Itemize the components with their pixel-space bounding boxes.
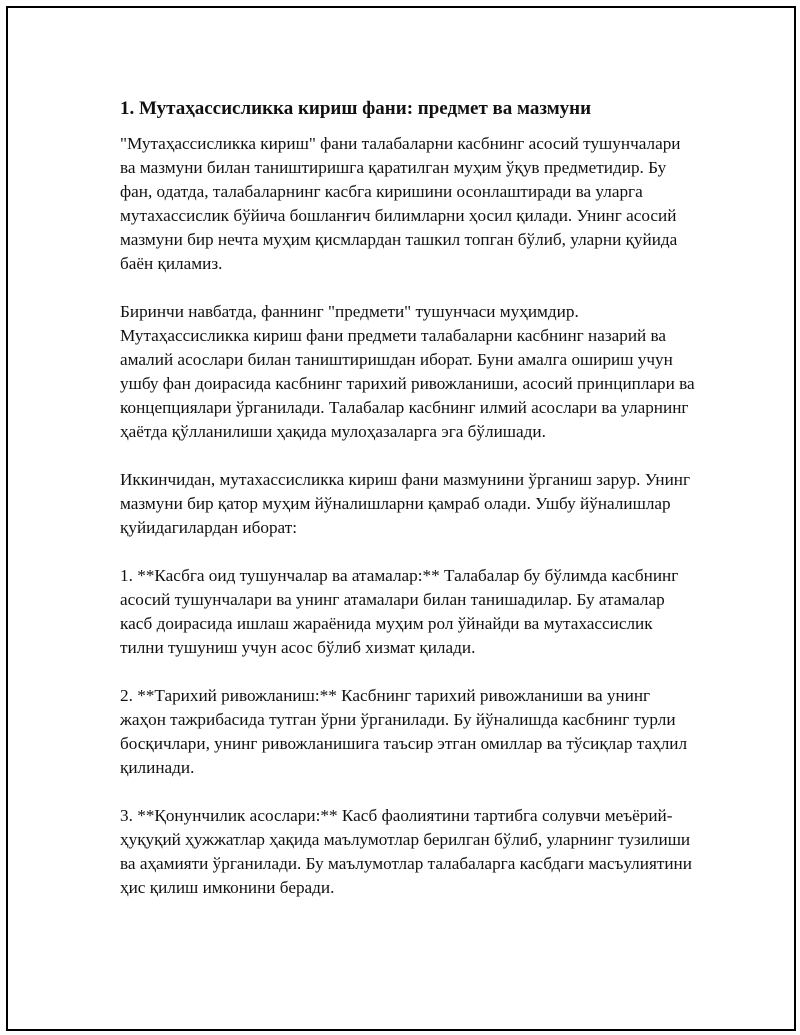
document-body bbox=[120, 96, 700, 924]
paragraph-subject: Биринчи навбатда, фаннинг "предмети" тушунчаси муҳимдир. Мутаҳассисликка кириш фани предмети талабаларни касбнинг назарий ва амалий асослари билан таништиришдан иборат. Буни амалга ошириш учун ушбу фан доирасида касбнинг тарихий ривожланиши, асосий принциплари ва концепциялари ўрганилади. Талабалар касбнинг илмий асослари ва уларнинг ҳаётда қўлланилиши ҳақида мулоҳазаларга эга бўлишади. bbox=[120, 302, 695, 441]
paragraph-intro: "Мутаҳассисликка кириш" фани талабаларни касбнинг асосий тушунчалари ва мазмуни билан таништиришга қаратилган муҳим ўқув предметидир. Бу фан, одатда, талабаларнинг касбга киришини осонлаштиради ва уларга мутахассислик бўйича бошланғич билимларни ҳосил қилади. Унинг асосий мазмуни бир нечта муҳим қисмлардан ташкил топган бўлиб, уларни қуйида баён қиламиз. bbox=[120, 134, 681, 273]
paragraph-content: Иккинчидан, мутахассисликка кириш фани мазмунини ўрганиш зарур. Унинг мазмуни бир қатор муҳим йўналишларни қамраб олади. Ушбу йўналишлар қуйидагилардан иборат: bbox=[120, 470, 691, 537]
list-item-history: 2. **Тарихий ривожланиш:** Касбнинг тарихий ривожланиши ва унинг жаҳон тажрибасида тутган ўрни ўрганилади. Бу йўналишда касбнинг турли босқичлари, унинг ривожланишига таъсир этган омиллар ва тўсиқлар таҳлил қилинади. bbox=[120, 686, 688, 777]
list-item-terms: 1. **Касбга оид тушунчалар ва атамалар:** Талабалар бу бўлимда касбнинг асосий тушунчалари ва унинг атамалари билан танишадилар. Бу атамалар касб доирасида ишлаш жараёнида муҳим рол ўйнайди ва мутахассислик тилни тушуниш учун асос бўлиб хизмат қилади. bbox=[120, 566, 679, 657]
list-item-legislation: 3. **Қонунчилик асослари:** Касб фаолиятини тартибга солувчи меъёрий-ҳуқуқий ҳужжатлар ҳақида маълумотлар берилган бўлиб, уларнинг тузилиши ва аҳамияти ўрганилади. Бу маълумотлар талабаларга касбдаги масъулиятини ҳис қилиш имконини беради. bbox=[120, 806, 692, 897]
document-page bbox=[6, 6, 796, 1031]
section-heading: 1. Мутаҳассисликка кириш фани: предмет ва мазмуни bbox=[120, 98, 592, 119]
